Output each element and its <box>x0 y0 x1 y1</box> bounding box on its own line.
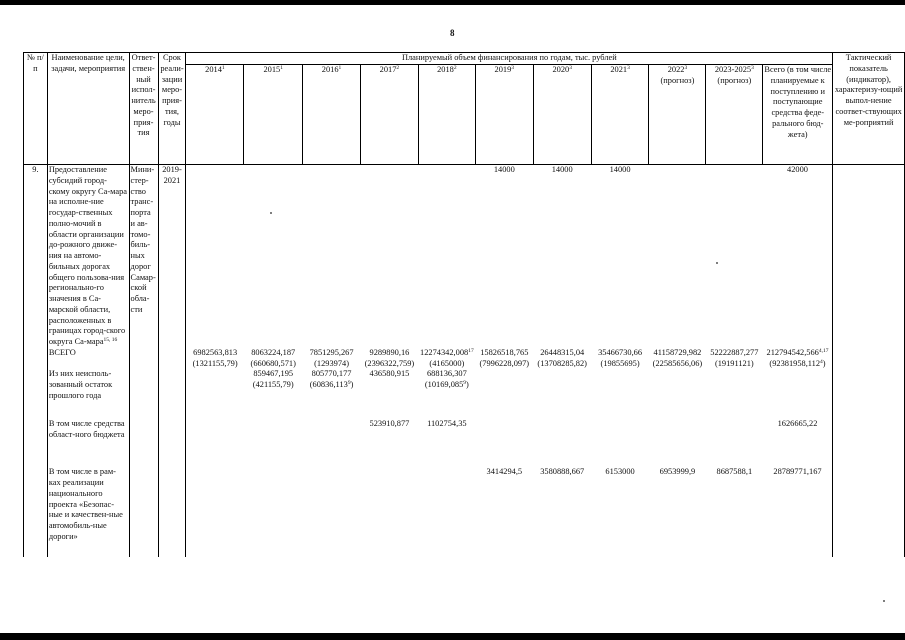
scan-speck <box>883 600 885 602</box>
value-2022: 6953999,9 <box>659 467 696 477</box>
value-2019: 3414294,5 <box>486 467 523 477</box>
header-total: Всего (в том числе планируемые к поступлению и поступающие средства феде-рального бюд-жета) <box>763 65 833 165</box>
row-number: 9. <box>24 165 48 348</box>
header-year: 2015$^1$ <box>244 65 303 165</box>
value-cell: 26448315,04 (13708285,82) <box>537 347 587 368</box>
header-year: 2019$^3$ <box>475 65 533 165</box>
header-responsible: Ответ-ствен-ный испол-нитель меро-прия-тия <box>129 53 158 165</box>
page-number: 8 <box>450 28 455 38</box>
row-label: Из них неисполь-зованный остаток прошлого года <box>47 369 129 419</box>
header-name: Наименование цели, задачи, мероприятия <box>47 53 129 165</box>
header-year: 2021$^3$ <box>591 65 649 165</box>
value-cell: 12274342,008$^{17}$ (4165000) <box>420 347 474 368</box>
header-planned-financing: Планируемый объем финансирования по годам, тыс. рублей <box>186 53 833 65</box>
row-unused-balance <box>24 369 905 419</box>
value-2020: 3580888,667 <box>540 467 585 477</box>
value-cell: 52222887,277 (19191121) <box>710 347 759 368</box>
header-year-prognoz: 2023-2025$^3$ (прогноз) <box>706 65 763 165</box>
row-regional-budget <box>24 419 905 467</box>
scan-top-edge <box>0 0 905 5</box>
value-cell: 436580,915 <box>369 369 410 379</box>
value-cell: 35466730,66 (19855695) <box>598 347 643 368</box>
header-indicator: Тактический показатель (индикатор), характеризу-ющий выпол-нение соответ-ствующих ме-роприятий <box>833 53 905 165</box>
header-year: 2020$^3$ <box>533 65 591 165</box>
header-year: 2018$^2$ <box>418 65 475 165</box>
header-no: № п/п <box>24 53 48 165</box>
value-total: 42000 <box>787 165 808 174</box>
value-cell: 859467,195 (421155,79) <box>252 369 294 389</box>
value-total: 28789771,167 <box>773 467 822 477</box>
row-label: ВСЕГО <box>47 348 129 370</box>
value-total: 212794542,566$^{4,17}$ (92381958,112$^4$) <box>766 347 829 368</box>
value-cell: 41158729,982 (22585656,06) <box>652 347 703 368</box>
header-year: 2017$^2$ <box>360 65 418 165</box>
row-name: Предоставление субсидий город-скому округу Са-мара на исполне-ние государ-ственных полно-мочий в области организации до-рожного движе-ния на автомо-бильных дорогах общего пользова-ния регионально-го значения в Са-марской области, расположенных в границах город-ского округа Са-мара$^{15, 16}$ <box>47 165 129 348</box>
header-year-prognoz: 2022$^3$ (прогноз) <box>649 65 706 165</box>
row-national-project <box>24 467 905 557</box>
value-2023-2025: 8687588,1 <box>716 467 753 477</box>
scan-speck <box>270 212 272 214</box>
row-label: В том числе средства област-ного бюджета <box>47 419 129 467</box>
header-period: Срок реали-зации меро-прия-тия, годы <box>158 53 186 165</box>
row-responsible: Мини-стер-ство транс-порта и ав-томо-биль-ных дорог Самар-ской обла-сти <box>129 165 158 348</box>
row-vsego <box>24 348 905 370</box>
value-2018: 1102754,35 <box>427 419 467 429</box>
value-cell: 688136,307 (10169,085$^9$) <box>424 369 469 389</box>
value-cell: 805770,177 (60836,113$^9$) <box>309 369 354 389</box>
value-cell: 7851295,267 (1293974) <box>309 347 354 368</box>
value-2021: 6153000 <box>605 467 635 477</box>
value-total: 1626665,22 <box>777 419 818 429</box>
value-cell: 15826518,765 (7996228,097) <box>479 347 530 368</box>
value-cell: 9289890,16 (2396322,759) <box>364 347 415 368</box>
scan-speck <box>716 262 718 264</box>
row-period: 2019-2021 <box>158 165 186 348</box>
value-cell: 8063224,187 (660680,571) <box>250 347 296 368</box>
value-cell: 6982563,813 (1321155,79) <box>186 348 244 370</box>
value-2017: 523910,877 <box>369 419 410 429</box>
row-9 <box>24 165 905 348</box>
financing-table <box>23 52 905 557</box>
value-2019: 14000 <box>493 165 515 174</box>
row-label: В том числе в рам-ках реализации национального проекта «Безопас-ные и качествен-ные автомобиль-ные дороги» <box>47 467 129 557</box>
header-row-1 <box>24 53 905 65</box>
value-2020: 14000 <box>551 165 573 174</box>
header-year: 2014$^1$ <box>186 65 244 165</box>
value-2021: 14000 <box>609 165 631 174</box>
header-year: 2016$^1$ <box>303 65 361 165</box>
scan-bottom-edge <box>0 633 905 640</box>
